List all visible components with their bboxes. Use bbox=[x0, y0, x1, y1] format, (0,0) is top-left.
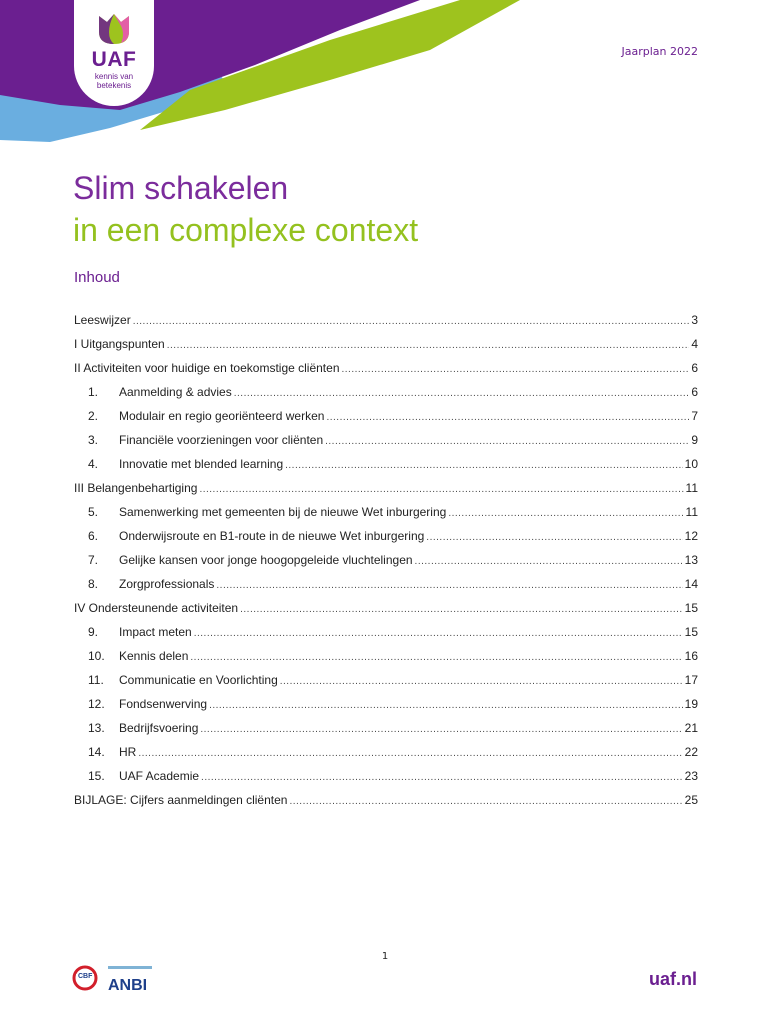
toc-entry-number: 15. bbox=[88, 769, 105, 783]
toc-entry-label: III Belangenbehartiging bbox=[74, 481, 198, 495]
website-link[interactable]: uaf.nl bbox=[649, 969, 697, 989]
toc-entry-number: 9. bbox=[88, 625, 99, 639]
toc-entry[interactable] bbox=[74, 385, 698, 409]
toc-dot-leader bbox=[326, 412, 689, 423]
toc-entry-page: 17 bbox=[684, 673, 698, 687]
page-title bbox=[73, 168, 418, 252]
toc-entry-page: 7 bbox=[691, 409, 698, 423]
title-line-1: Slim schakelen bbox=[73, 170, 289, 206]
toc-entry-page: 19 bbox=[684, 697, 698, 711]
toc-dot-leader bbox=[415, 556, 683, 567]
toc-entry-number: 12. bbox=[88, 697, 105, 711]
toc-entry-number: 14. bbox=[88, 745, 105, 759]
toc-entry-label: Samenwerking met gemeenten bij de nieuwe Wet inburgering bbox=[119, 505, 447, 519]
toc-dot-leader bbox=[234, 388, 690, 399]
toc-entry-number: 8. bbox=[88, 577, 99, 591]
toc-entry-page: 13 bbox=[684, 553, 698, 567]
toc-entry-label: BIJLAGE: Cijfers aanmeldingen cliënten bbox=[74, 793, 288, 807]
toc-entry-page: 22 bbox=[684, 745, 698, 759]
toc-entry-label: Aanmelding & advies bbox=[119, 385, 232, 399]
toc-entry[interactable] bbox=[74, 505, 698, 529]
toc-entry-number: 1. bbox=[88, 385, 99, 399]
toc-entry-page: 10 bbox=[684, 457, 698, 471]
toc-dot-leader bbox=[216, 580, 682, 591]
cbf-logo bbox=[74, 967, 96, 989]
toc-entry-label: IV Ondersteunende activiteiten bbox=[74, 601, 239, 615]
logo-tagline-line2: betekenis bbox=[96, 81, 132, 90]
anbi-text: ANBI bbox=[108, 977, 148, 994]
toc-dot-leader bbox=[280, 676, 683, 687]
toc-entry[interactable] bbox=[74, 697, 698, 721]
toc-dot-leader bbox=[199, 484, 683, 495]
toc-dot-leader bbox=[240, 604, 683, 615]
toc-entry-page: 14 bbox=[684, 577, 698, 591]
toc-entry-number: 4. bbox=[88, 457, 99, 471]
toc-entry[interactable] bbox=[74, 577, 698, 601]
toc-entry-page: 25 bbox=[684, 793, 698, 807]
toc-entry[interactable] bbox=[74, 361, 698, 385]
page-number: 1 bbox=[381, 951, 389, 962]
toc-dot-leader bbox=[209, 700, 683, 711]
footer-certification-logos bbox=[72, 960, 156, 1000]
toc-entry[interactable] bbox=[74, 433, 698, 457]
toc-entry-page: 11 bbox=[685, 481, 698, 495]
toc-dot-leader bbox=[448, 508, 683, 519]
toc-entry-page: 23 bbox=[684, 769, 698, 783]
toc-entry-number: 5. bbox=[88, 505, 99, 519]
table-of-contents bbox=[74, 313, 698, 817]
toc-dot-leader bbox=[194, 628, 683, 639]
toc-entry-number: 11. bbox=[88, 673, 104, 687]
toc-entry-label: Fondsenwerving bbox=[119, 697, 208, 711]
toc-dot-leader bbox=[285, 460, 683, 471]
uaf-logo bbox=[74, 0, 154, 106]
toc-dot-leader bbox=[167, 340, 690, 351]
toc-entry-page: 21 bbox=[684, 721, 698, 735]
title-line-2: in een complexe context bbox=[73, 212, 419, 248]
cbf-text: CBF bbox=[78, 973, 93, 980]
toc-entry-page: 11 bbox=[685, 505, 698, 519]
toc-dot-leader bbox=[190, 652, 682, 663]
toc-entry-page: 9 bbox=[691, 433, 698, 447]
toc-entry[interactable] bbox=[74, 601, 698, 625]
toc-entry-page: 15 bbox=[684, 625, 698, 639]
toc-entry-number: 10. bbox=[88, 649, 105, 663]
anbi-logo bbox=[108, 966, 152, 994]
toc-entry-label: Bedrijfsvoering bbox=[119, 721, 199, 735]
logo-tagline bbox=[74, 72, 154, 90]
toc-entry[interactable] bbox=[74, 721, 698, 745]
toc-entry-label: Leeswijzer bbox=[74, 313, 131, 327]
toc-entry-page: 12 bbox=[684, 529, 698, 543]
toc-entry-label: Financiële voorzieningen voor cliënten bbox=[119, 433, 324, 447]
toc-dot-leader bbox=[426, 532, 682, 543]
toc-entry-page: 6 bbox=[691, 361, 698, 375]
toc-entry-label: HR bbox=[119, 745, 137, 759]
toc-entry[interactable] bbox=[74, 793, 698, 817]
toc-entry[interactable] bbox=[74, 649, 698, 673]
toc-entry-number: 2. bbox=[88, 409, 99, 423]
toc-entry-page: 3 bbox=[691, 313, 698, 327]
document-label: Jaarplan 2022 bbox=[621, 45, 698, 58]
toc-entry-label: Communicatie en Voorlichting bbox=[119, 673, 278, 687]
toc-entry-label: I Uitgangspunten bbox=[74, 337, 165, 351]
toc-entry-label: UAF Academie bbox=[119, 769, 200, 783]
toc-entry-number: 13. bbox=[88, 721, 105, 735]
toc-entry[interactable] bbox=[74, 313, 698, 337]
toc-entry-page: 6 bbox=[691, 385, 698, 399]
toc-entry-label: Onderwijsroute en B1-route in de nieuwe Wet inburgering bbox=[119, 529, 425, 543]
toc-dot-leader bbox=[200, 724, 682, 735]
toc-entry[interactable] bbox=[74, 529, 698, 553]
toc-entry-page: 15 bbox=[684, 601, 698, 615]
logo-wordmark: UAF bbox=[91, 48, 137, 71]
toc-dot-leader bbox=[201, 772, 683, 783]
toc-entry-label: II Activiteiten voor huidige en toekomstige cliënten bbox=[74, 361, 340, 375]
toc-entry-label: Impact meten bbox=[119, 625, 192, 639]
toc-dot-leader bbox=[289, 796, 682, 807]
toc-entry-label: Innovatie met blended learning bbox=[119, 457, 284, 471]
logo-tagline-line1: kennis van bbox=[94, 72, 134, 81]
toc-dot-leader bbox=[325, 436, 689, 447]
toc-entry[interactable] bbox=[74, 745, 698, 769]
toc-entry[interactable] bbox=[74, 553, 698, 577]
toc-entry-number: 7. bbox=[88, 553, 99, 567]
toc-dot-leader bbox=[138, 748, 682, 759]
toc-heading: Inhoud bbox=[74, 269, 120, 286]
toc-entry[interactable] bbox=[74, 481, 698, 505]
toc-entry-label: Modulair en regio georiënteerd werken bbox=[119, 409, 325, 423]
toc-entry[interactable] bbox=[74, 337, 698, 361]
toc-entry-label: Gelijke kansen voor jonge hoogopgeleide vluchtelingen bbox=[119, 553, 413, 567]
toc-entry[interactable] bbox=[74, 673, 698, 697]
tulip-icon bbox=[95, 10, 133, 46]
toc-entry-page: 4 bbox=[691, 337, 698, 351]
toc-entry[interactable] bbox=[74, 625, 698, 649]
toc-entry[interactable] bbox=[74, 769, 698, 793]
toc-entry-page: 16 bbox=[684, 649, 698, 663]
toc-entry-number: 3. bbox=[88, 433, 99, 447]
toc-entry-label: Zorgprofessionals bbox=[119, 577, 215, 591]
toc-entry[interactable] bbox=[74, 457, 698, 481]
toc-entry[interactable] bbox=[74, 409, 698, 433]
toc-entry-number: 6. bbox=[88, 529, 99, 543]
toc-entry-label: Kennis delen bbox=[119, 649, 189, 663]
toc-dot-leader bbox=[133, 316, 690, 327]
toc-dot-leader bbox=[342, 364, 690, 375]
